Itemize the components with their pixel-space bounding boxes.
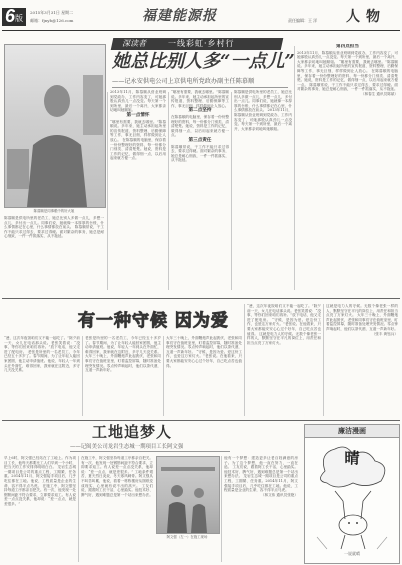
bot-col-3 (224, 456, 298, 562)
bottom-story (0, 422, 300, 565)
middle-headline: 有一种守候 因为爱 (78, 311, 229, 331)
top-body-5c: 陈慕顺常说，干工作不能只求过得去，要求过得硬。面对繁杂的事务，她总是耐心细致，一件一件抓落实，从不拖延。 (297, 82, 398, 92)
mid-body-5: 这就是电力人的守候。无数个像老张一样的人，默默坚守在平凡的岗位上，用责任和担当点亮了万家灯火。 (247, 331, 321, 345)
top-body-1: 陈慕顺是供电所里的老员工，她总比别人多做一点儿，多想一点儿，多付出一点儿。同事们说，她就像一本厚厚的台账，什么事情都记在心里，什么事情都放在前头。 (4, 216, 104, 230)
mid-body-4b: “守候，是因为爱。爱这份工作，也爱这万家灯火。”老张说。在他看来，只要大家都能安安心心过个好年，自己吃点苦也值得。 (247, 317, 321, 336)
bottom-subheadline: ——记闽美公司龙岩生态城一期项目工长阿文强 (70, 444, 184, 450)
bot-col-rule-1 (78, 456, 79, 562)
top-sub-2: 第二点坚持 (188, 108, 212, 114)
cartoon-title-bar (305, 425, 399, 438)
top-body-3c: “哪里有需要，我就去哪里。”陈慕顺说。多年来，她主动承担起所里的宣传报道、资料整理、后勤保障等工作，事无巨细，样样做到让人放心。 (297, 59, 398, 73)
top-col-2 (110, 90, 166, 290)
bot-body-6b: 工友们说，跟着阿工长干活，心里踏实。他技术好、脾气好，遇到难题总是第一个站出来想办法。 (224, 465, 298, 479)
top-body-2: 2013年11月，陈慕顺从营业班调到党政办，工作内容变了，可她那股认真劲儿一点没变。每天第一个到所里，最后一个离开，大家都亲切地叫她顺姐。 (110, 90, 166, 113)
bot-col-1 (4, 456, 76, 562)
top-body-2c: 2013年11月，陈慕顺从营业班调到党政办，工作内容变了，可她那股认真劲儿一点没变。每天第一个到所里，最后一个离开，大家都亲切地叫她顺姐。 (297, 50, 398, 64)
top-author: （林春生 通讯员陈斌） (360, 91, 398, 96)
top-body-1b: 陈慕顺是供电所里的老员工，她总比别人多做一点儿，多想一点儿，多付出一点儿。同事们说，她就像一本厚厚的台账，什么事情都记在心里，什么事情都放在前头。 (234, 90, 292, 113)
mid-col-4 (247, 304, 321, 416)
top-body-3: “哪里有需要，我就去哪里。”陈慕顺说。多年来，她主动承担起所里的宣传报道、资料整理、后勤保障等工作，事无巨细，样样做到让人放心。 (110, 119, 166, 142)
bot-col-2 (81, 456, 153, 562)
masthead-rule (2, 30, 400, 31)
mid-body-5b: 这就是电力人的守候。无数个像老张一样的人，默默坚守在平凡的岗位上，用责任和担当点亮了万家灯火。 (326, 304, 398, 318)
top-body-5b: 陈慕顺常说，干工作不能只求过得去，要求过得硬。面对繁杂的事务，她总是耐心细致，一件一件抓落实，从不拖延。 (171, 144, 229, 163)
bot-body-3b: 在施工中，阿文强坚持每道工序都亲自把关。有一次，他发现一处钢筋间距不符合要求，立即要求返工。有人说差一点点没关系，他却说：“差一点点，就是差很多。” (81, 456, 153, 474)
bot-body-3: 在施工中，阿文强坚持每道工序都亲自把关。有一次，他发现一处钢筋间距不符合要求，立即要求返工。有人说差一点点没关系，他却说：“差一点点，就是差很多。” (4, 483, 76, 506)
bot-author: （林文伟 通讯员张艳） (260, 492, 298, 497)
bot-body-5: 他有一个梦想：建造更多让老百姓满意的房子。为了这个梦想，他一直在努力，一直在追。 (224, 456, 298, 470)
cartoon-caption: 一说就晴 (344, 551, 360, 556)
mid-author: （张丰 黄钰兵） (371, 331, 398, 336)
email-line: 邮箱：fjnyb@126.com (30, 18, 74, 23)
mid-body-3: 大年三十晚上，外面鞭炮声此起彼伏，老张和同事们守在值班室里，盯着监控屏幕，随时准备处理突发情况。零点钟声响起时，他们以茶代酒，互道一声新年好。 (85, 354, 161, 373)
top-body-4: 在陈慕顺的电脑里，保存着一份份整理好的资料，每一份都分门别类、清清楚楚。她说，资料是工作的记忆，做得细一点，以后用起来就方便一点。 (110, 137, 166, 161)
bot-body-2: 龙岩生态城一期项目是公司的重点工程，工期紧、任务重。2014年11月，阿文强接手项目后，几乎吃住都在工地。他说，工程质量是企业的生命，容不得半点马虎。 (4, 465, 76, 488)
divider-2 (2, 420, 400, 421)
mid-body-4: “守候，是因为爱。爱这份工作，也爱这万家灯火。”老张说。在他看来，只要大家都能安安心心过个好年，自己吃点苦也值得。 (166, 349, 242, 368)
top-body-4c: 在陈慕顺的电脑里，保存着一份份整理好的资料，每一份都分门别类、清清楚楚。她说，资料是工作的记忆，做得细一点，以后用起来就方便一点。 (297, 68, 398, 87)
top-sub-1: 第一点情怀 (126, 112, 150, 118)
top-photo (4, 44, 106, 208)
top-sub-4: 第四点担当 (336, 44, 359, 49)
top-col-rule-4 (294, 46, 295, 290)
mid-col-3 (166, 336, 242, 416)
top-col-rule-1 (107, 92, 108, 290)
mid-col-rule-4 (323, 304, 324, 416)
bot-body-4: 工地条件艰苦，夏天烈日炎炎，冬天寒风刺骨。阿文强从不叫苦叫累，他说，看着一栋栋楼房从图纸变成现实，心里就有说不出的高兴。 (81, 469, 153, 488)
bot-body-1: 早上6时，阿文强已经站在了工地上。作为项目工长，他每天都要比工人们早到一个小时，把当天的工作安排得明明白白。 (4, 456, 76, 470)
page-label: 版 (15, 14, 23, 23)
top-body-5: 陈慕顺常说，干工作不能只求过得去，要求过得硬。面对繁杂的事务，她总是耐心细致，一件一件抓落实，从不拖延。 (4, 225, 104, 239)
headline: 她总比别人多“一点儿” (112, 51, 295, 72)
mid-body-3b: 大年三十晚上，外面鞭炮声此起彼伏，老张和同事们守在值班室里，盯着监控屏幕，随时准备处理突发情况。零点钟声响起时，他们以茶代酒，互道一声新年好。 (166, 336, 242, 354)
mid-body-1: “爸，这次年夜饭咱们又不能一起吃了。”除夕前一天，女儿在电话那头说。老张笑着说：“没事，等你们回来咱们再补。”放下电话，他又走进了配电房。 (4, 336, 80, 354)
section-name: 人物 (346, 9, 386, 25)
photo-person-figure (5, 45, 105, 207)
top-col-1 (4, 216, 104, 290)
top-body-4b: 在陈慕顺的电脑里，保存着一份份整理好的资料，每一份都分门别类、清清楚楚。她说，资料是工作的记忆，做得细一点，以后用起来就方便一点。 (171, 114, 229, 138)
top-col-4 (234, 90, 292, 290)
bottom-headline-rule (70, 451, 230, 452)
mid-col-rule-3 (244, 304, 245, 416)
top-col-5 (297, 44, 398, 290)
subheadline: ——记永安供电公司上京供电所党政办副主任陈慕顺 (112, 78, 255, 85)
top-col-rule-3 (231, 92, 232, 290)
mid-col-5 (326, 304, 398, 416)
divider-1 (2, 298, 400, 299)
bottom-photo (156, 456, 220, 534)
cartoon-word: 晴 (344, 449, 360, 467)
mid-col-rule-2 (163, 336, 164, 416)
cartoon-title: 廉洁漫画 (338, 426, 366, 435)
bottom-photo-caption: 阿文强（左一）在施工现场 (166, 535, 208, 539)
mid-body-2b: 老张是所里的一名老员工，今年已经五十多岁了。春节期间，为了让年轻人能回家团圆，他主动申请值班。他说，年轻人一年到头在外面忙，难得回家，我家就在这附近，多守几天没关系。 (85, 336, 161, 354)
masthead (0, 0, 402, 40)
top-body-2b: 2013年11月，陈慕顺从营业班调到党政办，工作内容变了，可她那股认真劲儿一点没变。每天第一个到所里，最后一个离开，大家都亲切地叫她顺姐。 (234, 108, 292, 131)
top-story (0, 36, 402, 296)
top-sub-3: 第三点责任 (188, 137, 212, 143)
page-number: 6 (5, 6, 16, 26)
bot-body-6: 工友们说，跟着阿工长干活，心里踏实。他技术好、脾气好，遇到难题总是第一个站出来想办法。 (81, 483, 153, 497)
editor-line: 责任编辑：王 洋 (288, 18, 318, 23)
column-banner-text: 一线彩虹·乡村行 (168, 39, 235, 48)
mid-col-rule-1 (82, 336, 83, 416)
bottom-headline: 工地追梦人 (92, 423, 173, 441)
date-line: 2015年3月31日 星期二 (30, 10, 74, 15)
mid-body-2: 老张是所里的一名老员工，今年已经五十多岁了。春节期间，为了让年轻人能回家团圆，他主动申请值班。他说，年轻人一年到头在外面忙，难得回家，我家就在这附近，多守几天没关系。 (4, 349, 80, 373)
mid-body-3c: 大年三十晚上，外面鞭炮声此起彼伏，老张和同事们守在值班室里，盯着监控屏幕，随时准备处理突发情况。零点钟声响起时，他们以茶代酒，互道一声新年好。 (326, 313, 398, 331)
headline-rule (112, 87, 288, 88)
photo-worksite-figure (157, 457, 219, 533)
top-body-3b: “哪里有需要，我就去哪里。”陈慕顺说。多年来，她主动承担起所里的宣传报道、资料整理、后勤保障等工作，事无巨细，样样做到让人放心。 (171, 90, 229, 108)
mid-col-1 (4, 336, 80, 416)
cartoon-box (304, 424, 400, 564)
top-col-rule-2 (168, 92, 169, 290)
bot-col-rule-2 (221, 456, 222, 562)
mid-body-1b: “爸，这次年夜饭咱们又不能一起吃了。”除夕前一天，女儿在电话那头说。老张笑着说：“没事，等你们回来咱们再补。”放下电话，他又走进了配电房。 (247, 304, 321, 322)
bot-body-2b: 龙岩生态城一期项目是公司的重点工程，工期紧、任务重。2014年11月，阿文强接手项目后，几乎吃住都在工地。他说，工程质量是企业的生命，容不得半点马虎。 (224, 474, 298, 493)
top-photo-caption: 陈慕顺是同事眼中的好大姐 (33, 209, 75, 213)
page-number-badge (2, 8, 26, 26)
mid-col-2 (85, 336, 161, 416)
top-col-3 (171, 90, 229, 290)
newspaper-name: 福建能源报 (142, 8, 217, 24)
middle-story (0, 300, 402, 418)
column-tag: 深读者 (122, 39, 146, 48)
